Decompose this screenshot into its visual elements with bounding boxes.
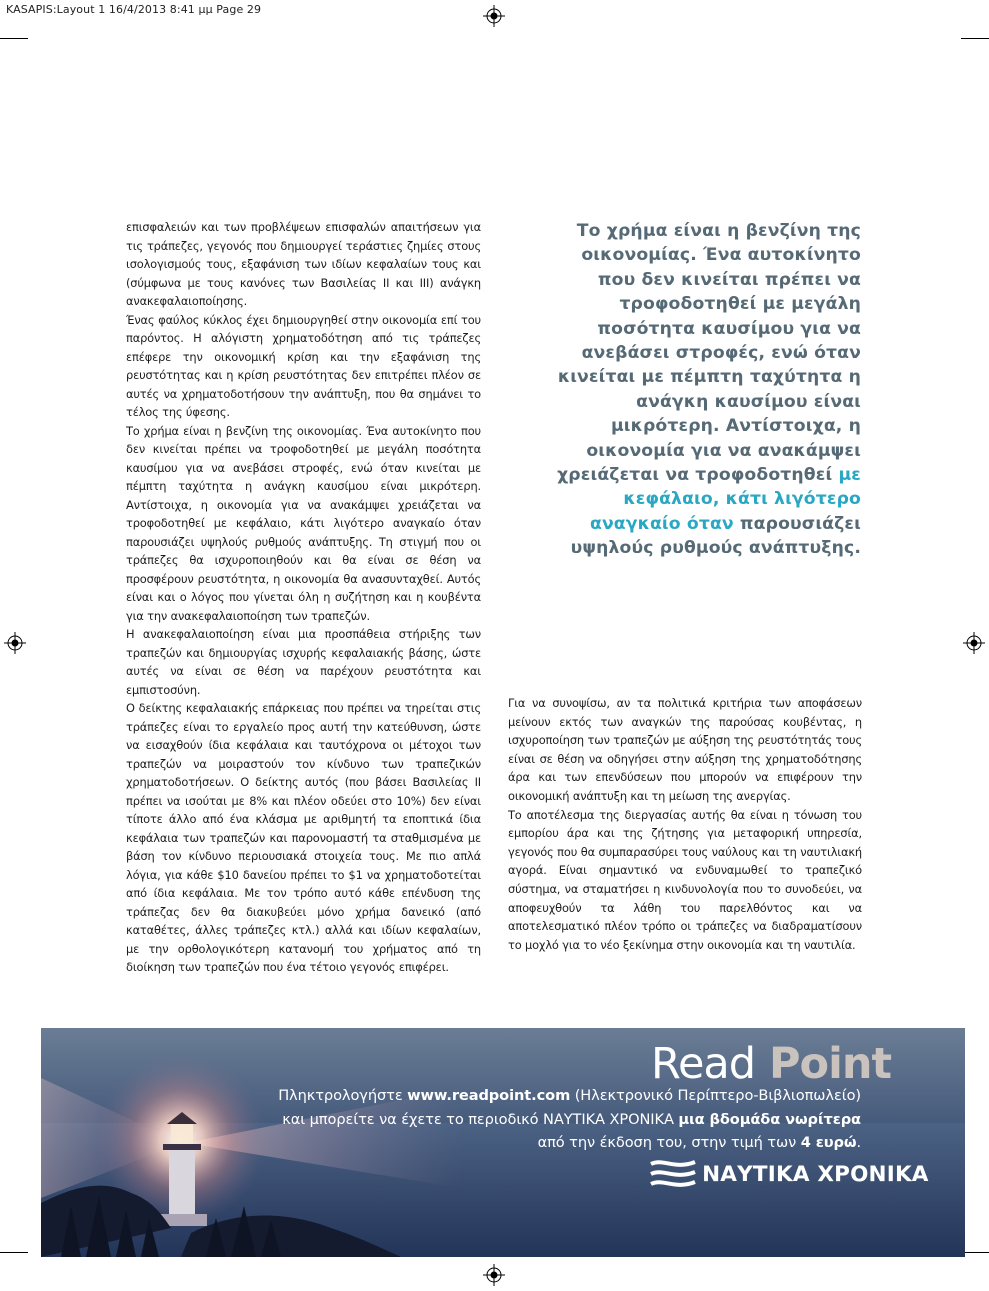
ad-text: από την έκδοση του, στην τιμή των [537, 1134, 797, 1151]
paragraph: Το αποτέλεσμα της διεργασίας αυτής θα είναι η τόνωση του εμπορίου άρα και της ζήτησης για μεταφορική υπηρεσία, γεγονός που θα συμπαρασύρει τους ναύλους και τη ναυτιλιακή αγορά. Είναι σημαντικό να ενδυναμωθεί το τραπεζικό σύστημα, να σταματήσει η κινδυνολογία που το συνοδεύει, να αποφευχθούν τα λάθη του παρελθόντος και να αποτελεσματικό πλέον τρόπο οι τράπεζες να διαδραματίσουν το μοχλό για το νέο ξεκίνημα στην οικονομία και τη ναυτιλία. [508, 807, 862, 952]
crop-mark [0, 38, 28, 39]
pull-quote-text: Το χρήμα είναι η βενζίνη της οικονομίας. Ένα αυτοκίνητο που δεν κινείται πρέπει να τροφοδοτηθεί με μεγάλη ποσότητα καυσίμου για να ανεβάσει στροφές, ενώ όταν κινείται με πέμπτη ταχύτητα η ανάγκη καυσίμου είναι μικρότερη. Αντίστοιχα, η οικονομία για να ανακάμψει χρειάζεται να τροφοδοτηθεί [557, 221, 861, 486]
paragraph: Η ανακεφαλαιοποίηση είναι μια προσπάθεια στήριξης των τραπεζών και δημιουργίας ισχυρής κεφαλαιακής βάσης, ώστε αυτές να είναι σε θέση να παρέχουν ρευστότητα και εμπιστοσύνη. [126, 627, 481, 697]
paragraph: Για να συνοψίσω, αν τα πολιτικά κριτήρια των αποφάσεων μείνουν εκτός των αναγκών της παρούσας κουβέντας, η ισχυροποίηση των τραπεζών με αύξηση της ρευστότητάς τους είναι σε θέση να οδηγήσει στην αύξηση της χρηματοδότησης άρα και των επενδύσεων που μπορούν να επιφέρουν την οικονομική ανάπτυξη και τη μείωση της ανεργίας. [508, 696, 862, 803]
nautika-chronika-logo [649, 1156, 929, 1192]
ad-emphasis: μια βδομάδα νωρίτερα [678, 1110, 861, 1128]
ad-text: Πληκτρολογήστε [278, 1087, 403, 1104]
waves-icon [649, 1156, 697, 1192]
paragraph: Ο δείκτης κεφαλαιακής επάρκειας που πρέπει να τηρείται στις τράπεζες είναι το εργαλείο προς αυτή την κατεύθυνση, ώστε να εισαχθούν ίδια κεφάλαια και ταυτόχρονα οι μέτοχοι των τραπεζών να μοιραστούν τον κίνδυνο των τραπεζικών χρηματοδοτήσεων. Ο δείκτης αυτός (που βάσει Βασιλείας ΙΙ πρέπει να ισούται με 8% και πλέον οδεύει στο 10%) δεν είναι τίποτε άλλο από ένα κλάσμα με αριθμητή τα εποπτικά ίδια κεφάλαια των τραπεζών και παρονομαστή τα σταθμισμένα με βάση τον κίνδυνο περιουσιακά στοιχεία τους. Με πιο απλά λόγια, για κάθε $10 δανείου πρέπει το $1 να χρηματοδοτείται από ίδια κεφάλαια. Με τον τρόπο αυτό κάθε επένδυση της τράπεζας δεν θα διακυβεύει μόνο χρήμα δανεικό (από καταθέτες, άλλες τράπεζες κτλ.) αλλά και ιδίων κεφαλαίων, με την ορθολογικότερη κατανομή του χρήματος από τη διοίκηση των τραπεζών που ένα τέτοιο γεγονός επιφέρει. [126, 701, 481, 974]
registration-mark-icon [483, 5, 505, 27]
pull-quote [540, 219, 861, 561]
readpoint-link[interactable]: www.readpoint.com [407, 1087, 571, 1104]
crop-mark [961, 1252, 989, 1253]
ad-price: 4 ευρώ [800, 1134, 857, 1151]
registration-mark-icon [4, 632, 26, 654]
crop-mark [0, 1252, 28, 1253]
article-column-left [126, 218, 481, 977]
page-slug: KASAPIS:Layout 1 16/4/2013 8:41 μμ Page 29 [6, 3, 262, 16]
readpoint-logo [651, 1038, 891, 1090]
paragraph: Ένας φαύλος κύκλος έχει δημιουργηθεί στην οικονομία επί του παρόντος. Η αλόγιστη χρηματοδότηση από τις τράπεζες επέφερε την οικονομική κρίση και την εξαφάνιση της ρευστότητας και η κρίση ρευστότητας δεν επιτρέπει πλέον σε αυτές να χρηματοδοτήσουν την ανάπτυξη, που θα σημάνει το τέλος της ύφεσης. [126, 312, 481, 419]
pull-quote-tail: παρουσιάζει υψηλούς ρυθμούς ανάπτυξης. [570, 513, 861, 559]
brand-word-read: Read [651, 1039, 756, 1089]
ad-text: (Ηλεκτρονικό Περίπτερο-Βιβλιοπωλείο) [574, 1087, 861, 1104]
article-column-right [508, 694, 862, 954]
pull-quote-accent: με κεφάλαιο, κάτι λιγότερο αναγκαίο όταν [589, 465, 861, 534]
registration-mark-icon [483, 1264, 505, 1286]
ad-copy [221, 1084, 861, 1155]
ad-line-1 [221, 1084, 861, 1108]
brand-word-point: Point [769, 1039, 892, 1089]
ad-text: . [856, 1134, 861, 1151]
magazine-name: ΝΑΥΤΙΚΑ ΧΡΟΝΙΚΑ [702, 1161, 929, 1187]
readpoint-advertisement[interactable] [41, 1028, 965, 1257]
ad-text: και μπορείτε να έχετε το περιοδικό ΝΑΥΤΙΚΑ ΧΡΟΝΙΚΑ [282, 1110, 674, 1128]
paragraph: Το χρήμα είναι η βενζίνη της οικονομίας. Ένα αυτοκίνητο που δεν κινείται πρέπει να τροφοδοτηθεί με μεγάλη ποσότητα καυσίμου για να ανεβάσει στροφές, ενώ όταν κινείται με πέμπτη ταχύτητα η ανάγκη καυσίμου είναι μικρότερη. Αντίστοιχα, η οικονομία για να ανακάμψει χρειάζεται να τροφοδοτηθεί με κεφάλαιο, κάτι λιγότερο αναγκαίο όταν παρουσιάζει υψηλούς ρυθμούς ανάπτυξης. Τη στιγμή που οι τράπεζες θα ισχυροποιηθούν και θα είναι σε θέση να προσφέρουν ρευστότητα, η οικονομία θα ανασυνταχθεί. Αυτός είναι και ο λόγος που γίνεται όλη η συζήτηση και η κουβέντα για την ανακεφαλαιοποίηση των τραπεζών. [126, 423, 481, 623]
registration-mark-icon [963, 632, 985, 654]
ad-line-2 [221, 1108, 861, 1132]
ad-line-3 [221, 1131, 861, 1155]
paragraph: επισφαλειών και των προβλέψεων επισφαλών απαιτήσεων για τις τράπεζες, γεγονός που δημιουργεί τεράστιες ζημίες στους ισολογισμούς τους, εξαφάνιση των ιδίων κεφαλαίων τους και (σύμφωνα με τους κανόνες των Βασιλείας ΙΙ και ΙΙΙ) ανάγκη ανακεφαλαιοποίησης. [126, 220, 481, 308]
crop-mark [961, 38, 989, 39]
